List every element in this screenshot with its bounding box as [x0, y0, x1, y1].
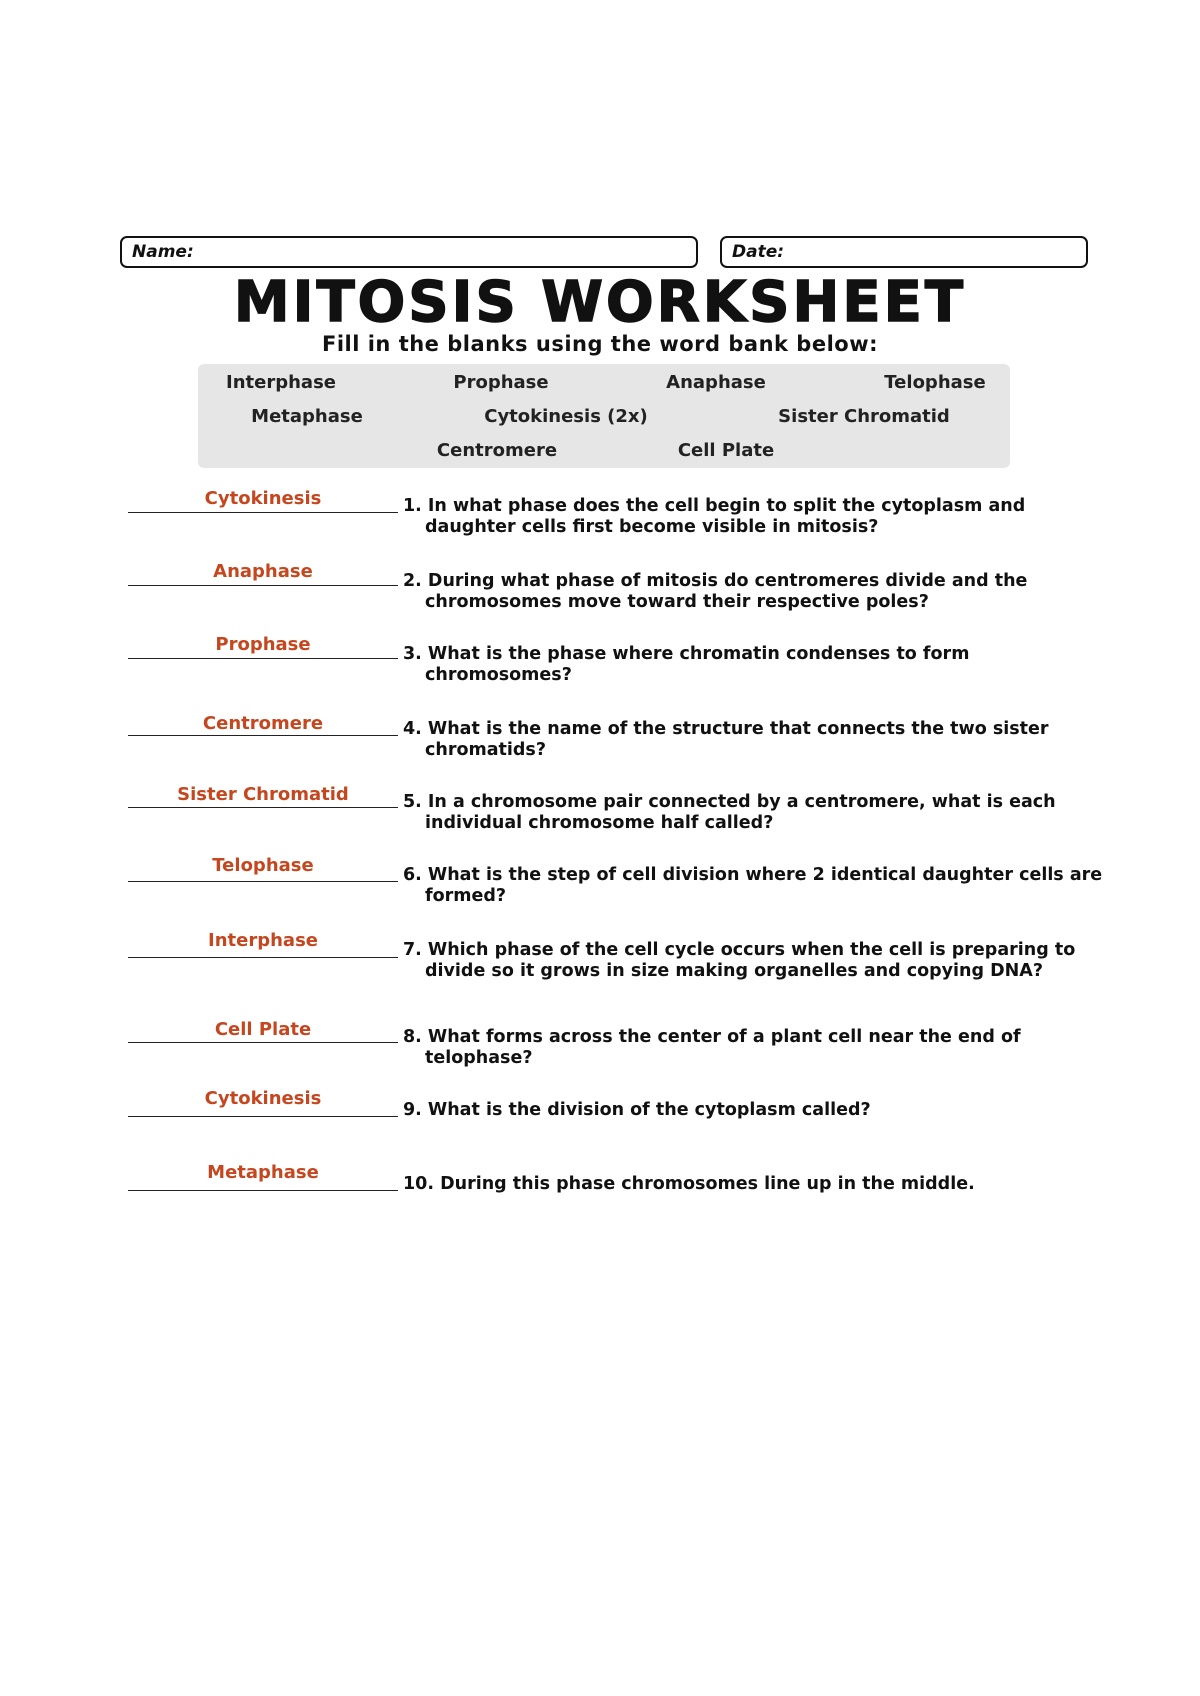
name-field[interactable] — [120, 236, 698, 268]
question-text: 3. What is the phase where chromatin condenses to form chromosomes? — [403, 644, 970, 685]
answer-text: Telophase — [212, 855, 314, 876]
answer-blank-line[interactable] — [128, 807, 398, 808]
question-text: 8. What forms across the center of a plant cell near the end of telophase? — [403, 1027, 1021, 1068]
answer-blank-line[interactable] — [128, 735, 398, 736]
answer-text: Prophase — [215, 634, 311, 655]
word-bank-item: Centromere — [436, 440, 558, 461]
date-label: Date: — [732, 242, 785, 262]
word-bank-item: Metaphase — [251, 406, 363, 427]
word-bank — [198, 364, 1010, 468]
word-bank-item: Cytokinesis (2x) — [484, 406, 648, 427]
answer-text: Anaphase — [213, 561, 313, 582]
answer-blank-line[interactable] — [128, 1042, 398, 1043]
answer-blank-line[interactable] — [128, 512, 398, 513]
date-field[interactable] — [720, 236, 1088, 268]
answer-text: Sister Chromatid — [177, 784, 349, 805]
name-label: Name: — [132, 242, 194, 262]
question-text: 1. In what phase does the cell begin to split the cytoplasm and daughter cells first become visible in mitosis? — [403, 496, 1026, 537]
answer-blank-line[interactable] — [128, 1116, 398, 1117]
question-text: 5. In a chromosome pair connected by a centromere, what is each individual chromosome half called? — [403, 792, 1056, 833]
answer-blank-line[interactable] — [128, 881, 398, 882]
question-text: 6. What is the step of cell division where 2 identical daughter cells are formed? — [403, 865, 1103, 906]
word-bank-item: Interphase — [226, 372, 336, 393]
answer-text: Cytokinesis — [204, 1088, 322, 1109]
instructions: Fill in the blanks using the word bank below: — [321, 332, 879, 356]
word-bank-item: Anaphase — [666, 372, 766, 393]
question-text: 10. During this phase chromosomes line up in the middle. — [403, 1174, 975, 1194]
question-text: 9. What is the division of the cytoplasm called? — [403, 1100, 871, 1120]
word-bank-item: Telophase — [884, 372, 986, 393]
answer-text: Centromere — [202, 713, 324, 734]
word-bank-item: Sister Chromatid — [778, 406, 950, 427]
question-text: 7. Which phase of the cell cycle occurs when the cell is preparing to divide so it grows in size making organelles and copying DNA? — [403, 940, 1076, 981]
answer-text: Interphase — [208, 930, 318, 951]
answer-blank-line[interactable] — [128, 658, 398, 659]
question-text: 2. During what phase of mitosis do centromeres divide and the chromosomes move toward their respective poles? — [403, 571, 1028, 612]
answer-blank-line[interactable] — [128, 585, 398, 586]
word-bank-item: Cell Plate — [677, 440, 775, 461]
answer-text: Metaphase — [207, 1162, 319, 1183]
question-text: 4. What is the name of the structure that connects the two sister chromatids? — [403, 719, 1049, 760]
word-bank-item: Prophase — [453, 372, 549, 393]
worksheet-title: MITOSIS WORKSHEET — [233, 270, 967, 335]
answer-blank-line[interactable] — [128, 957, 398, 958]
answer-blank-line[interactable] — [128, 1190, 398, 1191]
answer-text: Cell Plate — [214, 1019, 312, 1040]
answer-text: Cytokinesis — [204, 488, 322, 509]
